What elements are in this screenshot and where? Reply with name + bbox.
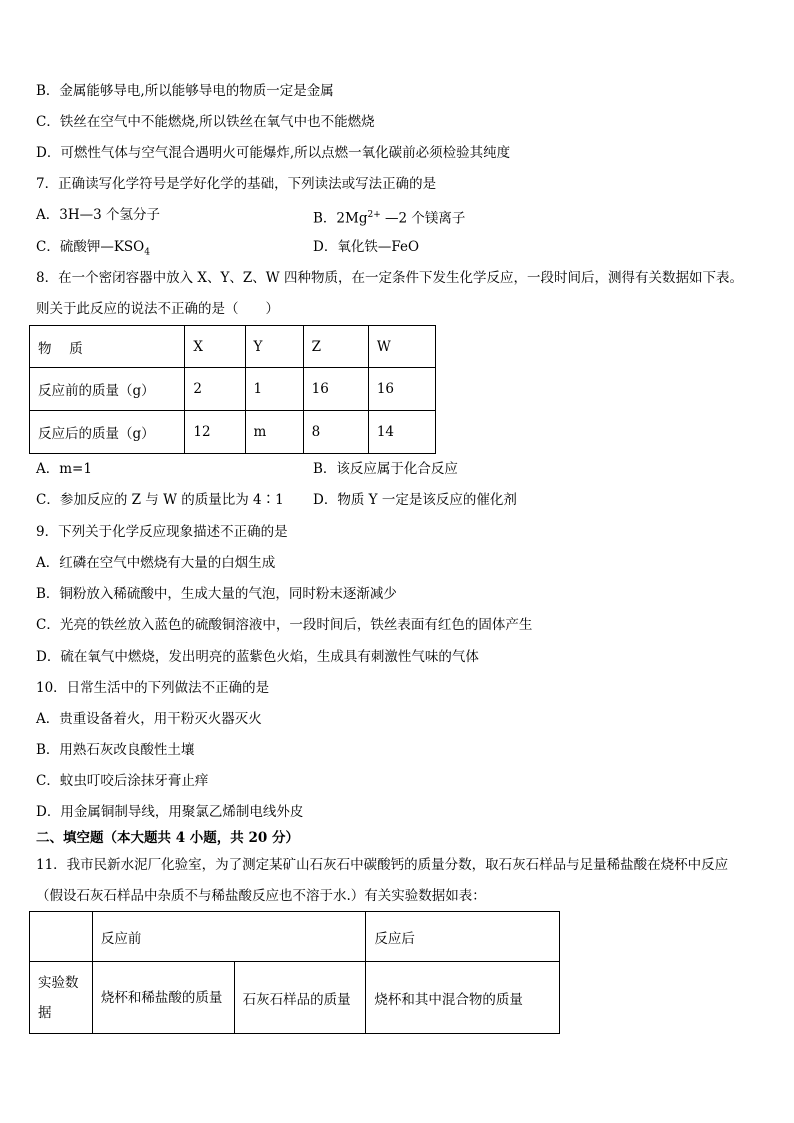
table-cell: 反应前 [92,912,365,962]
table-cell: 8 [303,411,368,454]
q8-data-table [29,325,436,454]
q8-stem-line1: 8．在一个密闭容器中放入 X、Y、Z、W 四种物质，在一定条件下发生化学反应，一段时间后，测得有关数据如下表。 [36,270,743,286]
table-cell: 实验数据 [30,962,93,1034]
q8-option-c: C．参加反应的 Z 与 W 的质量比为 4∶1 [36,492,284,508]
q10-option-a: A．贵重设备着火，用干粉灭火器灭火 [36,711,262,727]
table-cell: 16 [368,368,435,411]
table-cell: m [245,411,303,454]
table-cell: 物 质 [30,326,185,368]
q7-stem: 7．正确读写化学符号是学好化学的基础，下列读法或写法正确的是 [36,176,437,192]
q8-option-b: B．该反应属于化合反应 [313,461,458,477]
table-row [30,962,560,1034]
q11-data-table [29,911,560,1034]
q8-stem-line2: 则关于此反应的说法不正确的是（ ） [36,301,279,317]
table-cell: 石灰石样品的质量 [234,962,366,1034]
table-header-row [30,912,560,962]
table-cell: 烧杯和其中混合物的质量 [366,962,560,1034]
table-cell: 2 [185,368,245,411]
q6-option-b: B．金属能够导电,所以能够导电的物质一定是金属 [36,83,334,99]
table-cell: 1 [245,368,303,411]
q11-stem-line1: 11．我市民新水泥厂化验室，为了测定某矿山石灰石中碳酸钙的质量分数，取石灰石样品与足量稀盐酸在烧杯中反应 [36,857,729,873]
q6-option-c: C．铁丝在空气中不能燃烧,所以铁丝在氧气中也不能燃烧 [36,114,375,130]
q7-option-c: C．硫酸钾$—KSO_4$ [36,239,150,258]
table-header-row [30,326,436,368]
table-cell: 12 [185,411,245,454]
table-cell: Z [303,326,368,368]
table-cell: W [368,326,435,368]
q7-option-b: B．$2Mg^{2+}$ —2 个镁离子 [313,210,466,227]
table-cell: 反应后的质量（g） [30,411,185,454]
q9-stem: 9．下列关于化学反应现象描述不正确的是 [36,524,288,540]
q11-stem-line2: （假设石灰石样品中杂质不与稀盐酸反应也不溶于水.）有关实验数据如表： [36,888,486,904]
q10-stem: 10．日常生活中的下列做法不正确的是 [36,680,270,696]
table-row [30,411,436,454]
q9-option-b: B．铜粉放入稀硫酸中，生成大量的气泡，同时粉末逐渐减少 [36,586,397,602]
q7-option-a: A．3H—3 个氢分子 [36,207,160,223]
table-cell: 烧杯和稀盐酸的质量 [92,962,234,1034]
table-cell: X [185,326,245,368]
q10-option-d: D．用金属铜制导线，用聚氯乙烯制电线外皮 [36,804,304,820]
q9-option-a: A．红磷在空气中燃烧有大量的白烟生成 [36,555,276,571]
q10-option-c: C．蚊虫叮咬后涂抹牙膏止痒 [36,773,209,789]
q8-option-d: D．物质 Y 一定是该反应的催化剂 [313,492,517,508]
q10-option-b: B．用熟石灰改良酸性土壤 [36,742,195,758]
table-cell: 反应后 [366,912,560,962]
table-row [30,368,436,411]
q9-option-d: D．硫在氧气中燃烧，发出明亮的蓝紫色火焰，生成具有刺激性气味的气体 [36,649,479,665]
section-heading: 二、填空题（本大题共 4 小题，共 20 分） [36,830,299,846]
table-cell-empty [30,912,93,962]
table-cell: 14 [368,411,435,454]
table-cell: Y [245,326,303,368]
q8-option-a: A．m=1 [36,461,92,477]
q6-option-d: D．可燃性气体与空气混合遇明火可能爆炸,所以点燃一氧化碳前必须检验其纯度 [36,145,511,161]
q7-option-d: D．氧化铁—FeO [313,239,420,255]
table-cell: 16 [303,368,368,411]
q9-option-c: C．光亮的铁丝放入蓝色的硫酸铜溶液中，一段时间后，铁丝表面有红色的固体产生 [36,617,533,633]
table-cell: 反应前的质量（g） [30,368,185,411]
